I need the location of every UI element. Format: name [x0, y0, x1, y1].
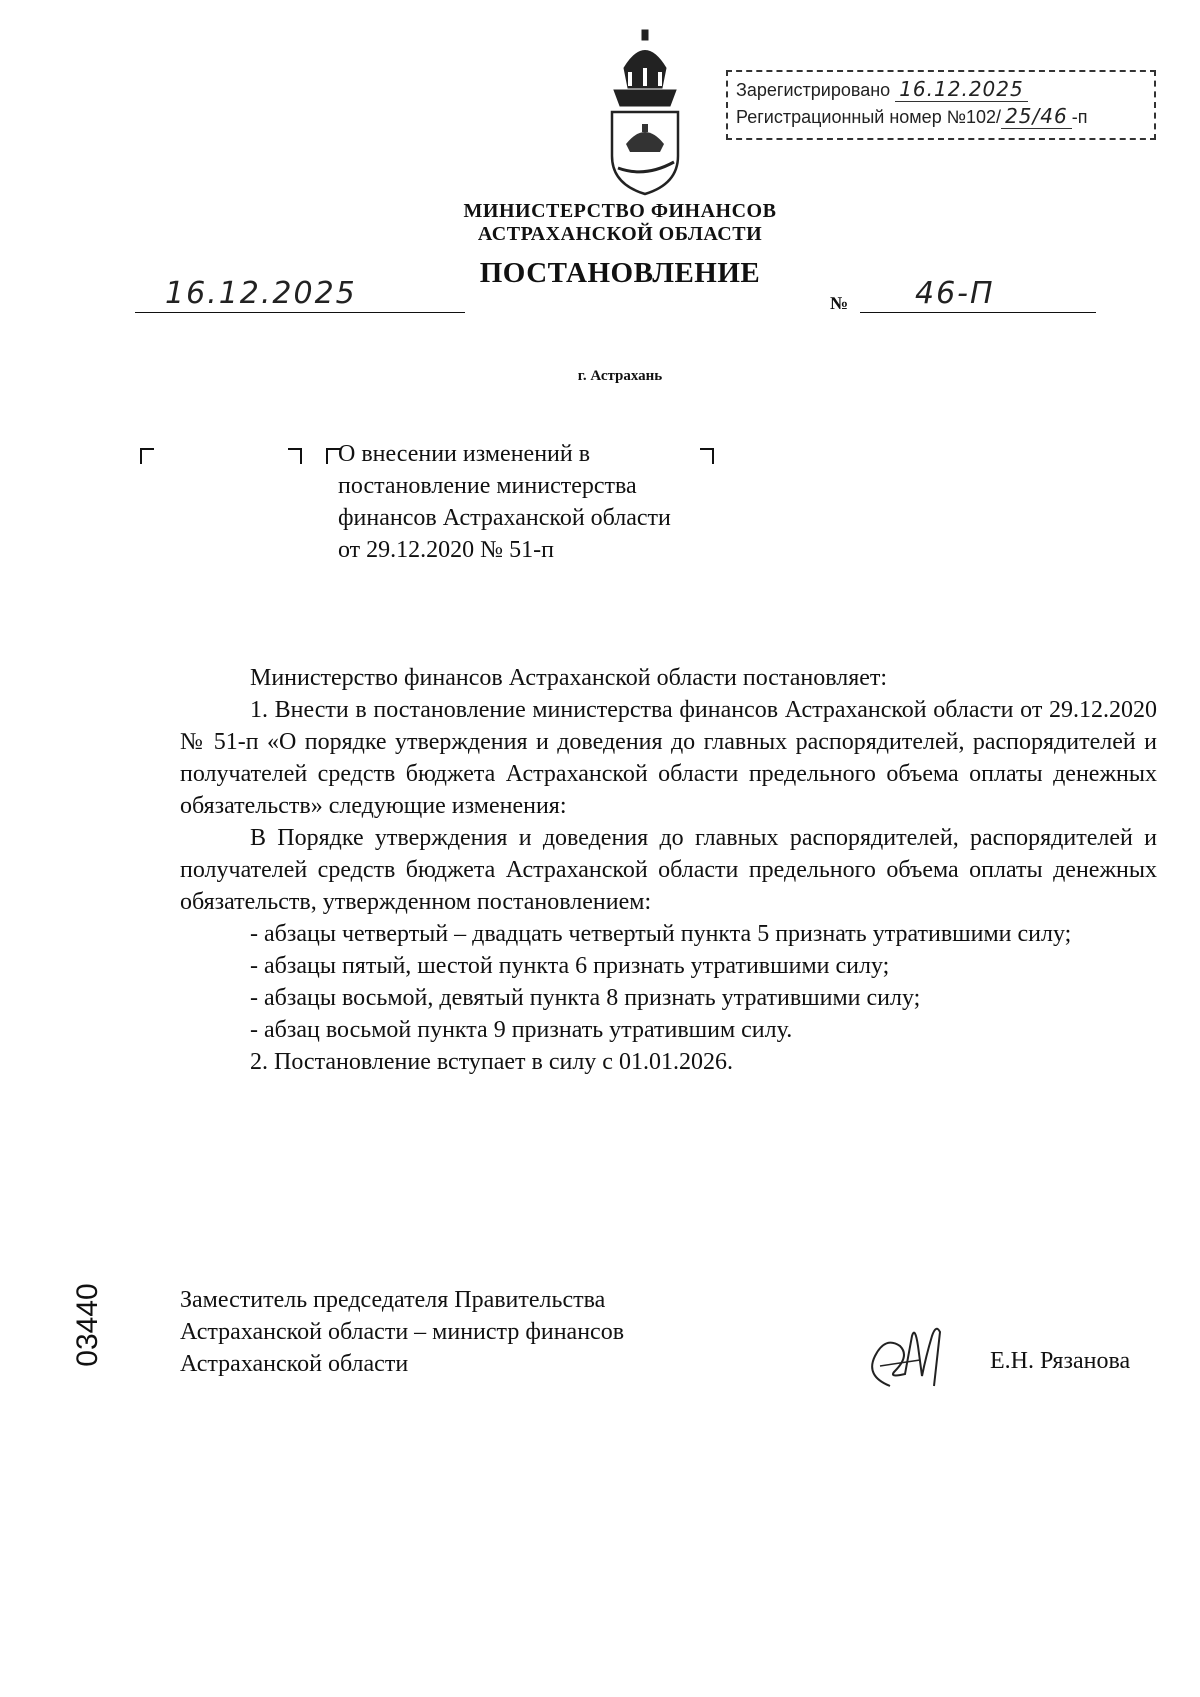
side-number-text: 03440: [71, 1283, 104, 1367]
corner-mark: [288, 448, 302, 464]
coat-of-arms-emblem: [604, 28, 686, 198]
body-dash-item: - абзацы четвертый – двадцать четвертый пункта 5 признать утратившими силу;: [250, 921, 1072, 947]
body-intro: Министерство финансов Астраханской области постановляет:: [250, 665, 888, 691]
body-dash-item: - абзацы восьмой, девятый пункта 8 признать утратившими силу;: [250, 985, 921, 1011]
document-type-title: ПОСТАНОВЛЕНИЕ: [479, 257, 761, 289]
document-number-field: [860, 276, 1096, 313]
document-date-field: [135, 276, 465, 313]
document-subject: [338, 438, 758, 566]
registration-stamp: [726, 70, 1156, 140]
corner-mark: [140, 448, 154, 464]
ministry-name: [400, 200, 840, 246]
signer-position: [180, 1284, 624, 1380]
body-dash-item: - абзацы пятый, шестой пункта 6 признать утратившими силу;: [250, 953, 890, 979]
document-number-label: №: [830, 293, 849, 313]
stamp-registered-date: 16.12.2025: [895, 77, 1028, 102]
body-item-2: 2. Постановление вступает в силу с 01.01.2026.: [250, 1049, 733, 1075]
stamp-registered-label: Зарегистрировано: [736, 80, 891, 100]
handwritten-signature: [860, 1316, 960, 1396]
body-item-1-text: В Порядке утверждения и доведения до главных распорядителей, распорядителей и получателей средств бюджета Астраханской области предельного объема оплаты денежных обязательств, утвержденном постановлением:: [180, 825, 1157, 915]
document-body: [180, 662, 1157, 1078]
body-dash-item: - абзац восьмой пункта 9 признать утратившим силу.: [250, 1017, 793, 1043]
signer-position-line: Астраханской области – министр финансов: [180, 1319, 625, 1345]
stamp-number-suffix: -п: [1071, 107, 1088, 127]
signer-position-line: Заместитель председателя Правительства: [180, 1287, 606, 1313]
stamp-number-label: Регистрационный номер №102/: [736, 107, 1002, 127]
subject-line: финансов Астраханской области: [338, 505, 671, 531]
document-number: 46-П: [915, 276, 995, 311]
stamp-number-value: 25/46: [1001, 104, 1072, 129]
body-item-1: 1. Внести в постановление министерства финансов Астраханской области от 29.12.2020 № 51-п «О порядке утверждения и доведения до главных распорядителей, распорядителей и получателей средств бюджета Астраханской области предельного объема оплаты денежных обязательств» следующие изменения:: [180, 697, 1157, 819]
side-number: [58, 1270, 118, 1380]
ministry-line-1: МИНИСТЕРСТВО ФИНАНСОВ: [463, 200, 777, 222]
ministry-line-2: АСТРАХАНСКОЙ ОБЛАСТИ: [477, 223, 763, 245]
signer-name: Е.Н. Рязанова: [990, 1348, 1131, 1374]
subject-line: постановление министерства: [338, 473, 637, 499]
signer-position-line: Астраханской области: [180, 1351, 409, 1377]
subject-line: О внесении изменений в: [338, 441, 591, 467]
city: г. Астрахань: [577, 368, 663, 384]
document-date: 16.12.2025: [165, 276, 357, 311]
subject-line: от 29.12.2020 № 51-п: [338, 537, 554, 563]
